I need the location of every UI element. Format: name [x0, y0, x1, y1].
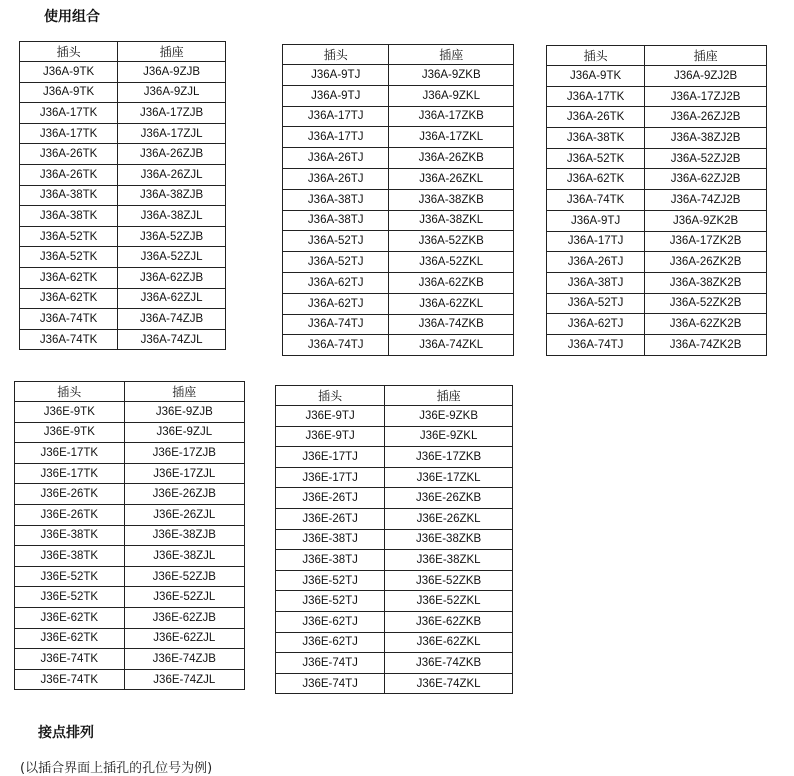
plug-model-cell: J36E-62TJ: [276, 632, 385, 653]
plug-model-cell: J36A-52TK: [20, 247, 118, 268]
table-row: [547, 169, 767, 190]
table-row: [283, 65, 514, 86]
header-plug: 插头: [283, 45, 389, 65]
socket-model-cell: J36A-62ZJB: [118, 267, 226, 288]
table-row: [20, 206, 226, 227]
table-row: [20, 144, 226, 165]
plug-model-cell: J36E-62TK: [15, 628, 125, 649]
socket-model-cell: J36E-38ZKL: [385, 550, 513, 571]
table-row: [283, 127, 514, 148]
table-row: [15, 525, 245, 546]
socket-model-cell: J36A-74ZJB: [118, 309, 226, 330]
plug-model-cell: J36E-26TJ: [276, 488, 385, 509]
socket-model-cell: J36A-26ZK2B: [645, 252, 767, 273]
table-row: [283, 189, 514, 210]
header-row: [276, 386, 513, 406]
plug-model-cell: J36E-62TK: [15, 607, 125, 628]
table-row: [547, 252, 767, 273]
table-row: [547, 107, 767, 128]
plug-model-cell: J36A-26TJ: [283, 168, 389, 189]
socket-model-cell: J36A-52ZJB: [118, 226, 226, 247]
plug-model-cell: J36E-52TK: [15, 587, 125, 608]
plug-model-cell: J36A-52TJ: [547, 293, 645, 314]
table-row: [15, 484, 245, 505]
plug-model-cell: J36E-9TJ: [276, 426, 385, 447]
header-socket: 插座: [389, 45, 514, 65]
plug-model-cell: J36E-17TJ: [276, 447, 385, 468]
plug-model-cell: J36E-62TJ: [276, 611, 385, 632]
plug-model-cell: J36A-74TK: [20, 329, 118, 350]
socket-model-cell: J36E-52ZKL: [385, 591, 513, 612]
table-row: [20, 226, 226, 247]
table-row: [276, 406, 513, 427]
plug-model-cell: J36E-52TJ: [276, 591, 385, 612]
plug-model-cell: J36A-74TK: [547, 190, 645, 211]
socket-model-cell: J36E-26ZKL: [385, 508, 513, 529]
table-row: [276, 447, 513, 468]
combination-table-j36a-2b: [546, 45, 767, 356]
socket-model-cell: J36A-74ZK2B: [645, 334, 767, 355]
table-row: [547, 128, 767, 149]
plug-model-cell: J36A-9TJ: [283, 65, 389, 86]
table-row: [547, 210, 767, 231]
table-row: [283, 293, 514, 314]
table-row: [15, 628, 245, 649]
plug-model-cell: J36E-74TJ: [276, 653, 385, 674]
header-plug: 插头: [20, 42, 118, 62]
socket-model-cell: J36A-17ZJB: [118, 103, 226, 124]
plug-model-cell: J36A-9TJ: [283, 85, 389, 106]
plug-model-cell: J36A-26TK: [547, 107, 645, 128]
plug-model-cell: J36A-9TJ: [547, 210, 645, 231]
plug-model-cell: J36E-74TJ: [276, 673, 385, 694]
socket-model-cell: J36E-9ZJB: [124, 402, 244, 423]
table-row: [276, 591, 513, 612]
table-row: [15, 422, 245, 443]
socket-model-cell: J36E-62ZJL: [124, 628, 244, 649]
socket-model-cell: J36E-9ZKL: [385, 426, 513, 447]
table-row: [547, 231, 767, 252]
header-socket: 插座: [385, 386, 513, 406]
plug-model-cell: J36E-26TJ: [276, 508, 385, 529]
socket-model-cell: J36E-17ZJB: [124, 443, 244, 464]
table-row: [20, 288, 226, 309]
socket-model-cell: J36E-62ZKL: [385, 632, 513, 653]
socket-model-cell: J36A-26ZJL: [118, 164, 226, 185]
socket-model-cell: J36A-38ZKB: [389, 189, 514, 210]
table-row: [15, 566, 245, 587]
socket-model-cell: J36E-38ZKB: [385, 529, 513, 550]
plug-model-cell: J36A-9TK: [20, 82, 118, 103]
table-row: [547, 190, 767, 211]
header-plug: 插头: [547, 46, 645, 66]
socket-model-cell: J36A-38ZKL: [389, 210, 514, 231]
plug-model-cell: J36E-52TJ: [276, 570, 385, 591]
table-row: [20, 309, 226, 330]
plug-model-cell: J36A-17TK: [20, 103, 118, 124]
socket-model-cell: J36A-17ZKL: [389, 127, 514, 148]
table-row: [20, 267, 226, 288]
plug-model-cell: J36E-74TK: [15, 669, 125, 690]
plug-model-cell: J36A-38TJ: [547, 272, 645, 293]
socket-model-cell: J36E-17ZKL: [385, 467, 513, 488]
table-row: [276, 426, 513, 447]
table-row: [15, 504, 245, 525]
socket-model-cell: J36A-38ZJB: [118, 185, 226, 206]
table-row: [15, 607, 245, 628]
socket-model-cell: J36A-9ZJL: [118, 82, 226, 103]
plug-model-cell: J36E-38TK: [15, 546, 125, 567]
plug-model-cell: J36A-38TJ: [283, 189, 389, 210]
plug-model-cell: J36A-62TJ: [283, 272, 389, 293]
table-row: [547, 66, 767, 87]
table-row: [20, 247, 226, 268]
socket-model-cell: J36A-52ZKL: [389, 252, 514, 273]
plug-model-cell: J36E-9TJ: [276, 406, 385, 427]
plug-model-cell: J36E-74TK: [15, 649, 125, 670]
socket-model-cell: J36E-26ZJB: [124, 484, 244, 505]
combination-table-j36a-tk: [19, 41, 226, 350]
header-socket: 插座: [645, 46, 767, 66]
socket-model-cell: J36A-17ZJL: [118, 123, 226, 144]
table-row: [283, 335, 514, 356]
plug-model-cell: J36A-26TK: [20, 144, 118, 165]
plug-model-cell: J36A-74TJ: [283, 335, 389, 356]
plug-model-cell: J36A-52TK: [547, 148, 645, 169]
socket-model-cell: J36E-62ZJB: [124, 607, 244, 628]
socket-model-cell: J36A-52ZK2B: [645, 293, 767, 314]
socket-model-cell: J36E-26ZJL: [124, 504, 244, 525]
socket-model-cell: J36E-74ZKL: [385, 673, 513, 694]
socket-model-cell: J36A-62ZJ2B: [645, 169, 767, 190]
plug-model-cell: J36A-38TK: [547, 128, 645, 149]
plug-model-cell: J36A-74TK: [20, 309, 118, 330]
plug-model-cell: J36E-38TK: [15, 525, 125, 546]
socket-model-cell: J36E-74ZJB: [124, 649, 244, 670]
socket-model-cell: J36A-38ZJ2B: [645, 128, 767, 149]
plug-model-cell: J36E-17TJ: [276, 467, 385, 488]
plug-model-cell: J36A-52TJ: [283, 252, 389, 273]
plug-model-cell: J36A-62TJ: [547, 314, 645, 335]
table-row: [276, 508, 513, 529]
contact-arrangement-note: (以插合界面上插孔的孔位号为例): [20, 761, 213, 776]
combination-table-j36e-tj: [275, 385, 513, 694]
socket-model-cell: J36A-62ZKL: [389, 293, 514, 314]
socket-model-cell: J36E-38ZJB: [124, 525, 244, 546]
plug-model-cell: J36E-38TJ: [276, 529, 385, 550]
header-plug: 插头: [276, 386, 385, 406]
table-row: [547, 148, 767, 169]
socket-model-cell: J36A-26ZJB: [118, 144, 226, 165]
header-socket: 插座: [118, 42, 226, 62]
header-row: [20, 42, 226, 62]
socket-model-cell: J36E-17ZJL: [124, 463, 244, 484]
socket-model-cell: J36A-52ZJ2B: [645, 148, 767, 169]
header-plug: 插头: [15, 382, 125, 402]
socket-model-cell: J36E-74ZKB: [385, 653, 513, 674]
header-row: [15, 382, 245, 402]
table-row: [547, 334, 767, 355]
socket-model-cell: J36E-9ZKB: [385, 406, 513, 427]
table-row: [283, 252, 514, 273]
plug-model-cell: J36A-74TJ: [283, 314, 389, 335]
plug-model-cell: J36E-9TK: [15, 422, 125, 443]
plug-model-cell: J36A-17TJ: [283, 106, 389, 127]
socket-model-cell: J36A-17ZJ2B: [645, 86, 767, 107]
socket-model-cell: J36A-9ZKB: [389, 65, 514, 86]
socket-model-cell: J36A-38ZJL: [118, 206, 226, 227]
table-row: [547, 293, 767, 314]
plug-model-cell: J36E-38TJ: [276, 550, 385, 571]
plug-model-cell: J36A-74TJ: [547, 334, 645, 355]
socket-model-cell: J36E-74ZJL: [124, 669, 244, 690]
table-row: [15, 463, 245, 484]
table-row: [276, 570, 513, 591]
table-row: [20, 185, 226, 206]
table-row: [283, 85, 514, 106]
plug-model-cell: J36E-9TK: [15, 402, 125, 423]
table-row: [276, 611, 513, 632]
socket-model-cell: J36A-26ZKL: [389, 168, 514, 189]
table-row: [276, 529, 513, 550]
plug-model-cell: J36A-52TJ: [283, 231, 389, 252]
socket-model-cell: J36A-17ZKB: [389, 106, 514, 127]
plug-model-cell: J36A-17TJ: [547, 231, 645, 252]
plug-model-cell: J36A-26TK: [20, 164, 118, 185]
socket-model-cell: J36A-26ZKB: [389, 148, 514, 169]
plug-model-cell: J36A-38TK: [20, 185, 118, 206]
table-row: [20, 123, 226, 144]
table-row: [283, 168, 514, 189]
table-row: [20, 62, 226, 83]
table-row: [276, 467, 513, 488]
plug-model-cell: J36A-62TK: [547, 169, 645, 190]
plug-model-cell: J36E-26TK: [15, 504, 125, 525]
socket-model-cell: J36E-17ZKB: [385, 447, 513, 468]
socket-model-cell: J36A-9ZKL: [389, 85, 514, 106]
table-row: [15, 546, 245, 567]
table-row: [20, 103, 226, 124]
socket-model-cell: J36E-26ZKB: [385, 488, 513, 509]
table-row: [276, 550, 513, 571]
socket-model-cell: J36A-74ZJL: [118, 329, 226, 350]
socket-model-cell: J36A-9ZJB: [118, 62, 226, 83]
table-row: [283, 231, 514, 252]
table-row: [547, 314, 767, 335]
plug-model-cell: J36A-62TK: [20, 288, 118, 309]
table-row: [283, 106, 514, 127]
combination-table-j36e-tk: [14, 381, 245, 690]
socket-model-cell: J36A-62ZKB: [389, 272, 514, 293]
table-row: [15, 443, 245, 464]
socket-model-cell: J36E-52ZJL: [124, 587, 244, 608]
table-row: [283, 272, 514, 293]
socket-model-cell: J36A-62ZJL: [118, 288, 226, 309]
socket-model-cell: J36A-52ZJL: [118, 247, 226, 268]
socket-model-cell: J36E-52ZKB: [385, 570, 513, 591]
plug-model-cell: J36A-17TJ: [283, 127, 389, 148]
table-row: [283, 210, 514, 231]
plug-model-cell: J36A-9TK: [20, 62, 118, 83]
socket-model-cell: J36E-38ZJL: [124, 546, 244, 567]
socket-model-cell: J36A-26ZJ2B: [645, 107, 767, 128]
table-row: [15, 587, 245, 608]
plug-model-cell: J36E-52TK: [15, 566, 125, 587]
plug-model-cell: J36A-62TJ: [283, 293, 389, 314]
section-title-combinations: 使用组合: [44, 9, 100, 25]
socket-model-cell: J36A-17ZK2B: [645, 231, 767, 252]
header-row: [283, 45, 514, 65]
header-row: [547, 46, 767, 66]
table-row: [15, 669, 245, 690]
table-row: [20, 164, 226, 185]
header-socket: 插座: [124, 382, 244, 402]
table-row: [20, 329, 226, 350]
plug-model-cell: J36E-26TK: [15, 484, 125, 505]
socket-model-cell: J36A-9ZJ2B: [645, 66, 767, 87]
table-row: [15, 649, 245, 670]
table-row: [276, 632, 513, 653]
socket-model-cell: J36E-9ZJL: [124, 422, 244, 443]
socket-model-cell: J36A-9ZK2B: [645, 210, 767, 231]
plug-model-cell: J36A-38TJ: [283, 210, 389, 231]
socket-model-cell: J36A-38ZK2B: [645, 272, 767, 293]
socket-model-cell: J36A-62ZK2B: [645, 314, 767, 335]
plug-model-cell: J36E-17TK: [15, 443, 125, 464]
section-title-contacts: 接点排列: [38, 725, 94, 741]
socket-model-cell: J36A-74ZJ2B: [645, 190, 767, 211]
plug-model-cell: J36A-17TK: [547, 86, 645, 107]
table-row: [547, 86, 767, 107]
combination-table-j36a-tj: [282, 44, 514, 356]
socket-model-cell: J36A-52ZKB: [389, 231, 514, 252]
plug-model-cell: J36A-52TK: [20, 226, 118, 247]
table-row: [283, 314, 514, 335]
plug-model-cell: J36A-17TK: [20, 123, 118, 144]
socket-model-cell: J36A-74ZKB: [389, 314, 514, 335]
socket-model-cell: J36A-74ZKL: [389, 335, 514, 356]
plug-model-cell: J36A-26TJ: [283, 148, 389, 169]
plug-model-cell: J36E-17TK: [15, 463, 125, 484]
table-row: [283, 148, 514, 169]
table-row: [276, 653, 513, 674]
socket-model-cell: J36E-62ZKB: [385, 611, 513, 632]
plug-model-cell: J36A-26TJ: [547, 252, 645, 273]
plug-model-cell: J36A-62TK: [20, 267, 118, 288]
table-row: [547, 272, 767, 293]
plug-model-cell: J36A-38TK: [20, 206, 118, 227]
table-row: [276, 673, 513, 694]
socket-model-cell: J36E-52ZJB: [124, 566, 244, 587]
plug-model-cell: J36A-9TK: [547, 66, 645, 87]
table-row: [15, 402, 245, 423]
table-row: [20, 82, 226, 103]
table-row: [276, 488, 513, 509]
